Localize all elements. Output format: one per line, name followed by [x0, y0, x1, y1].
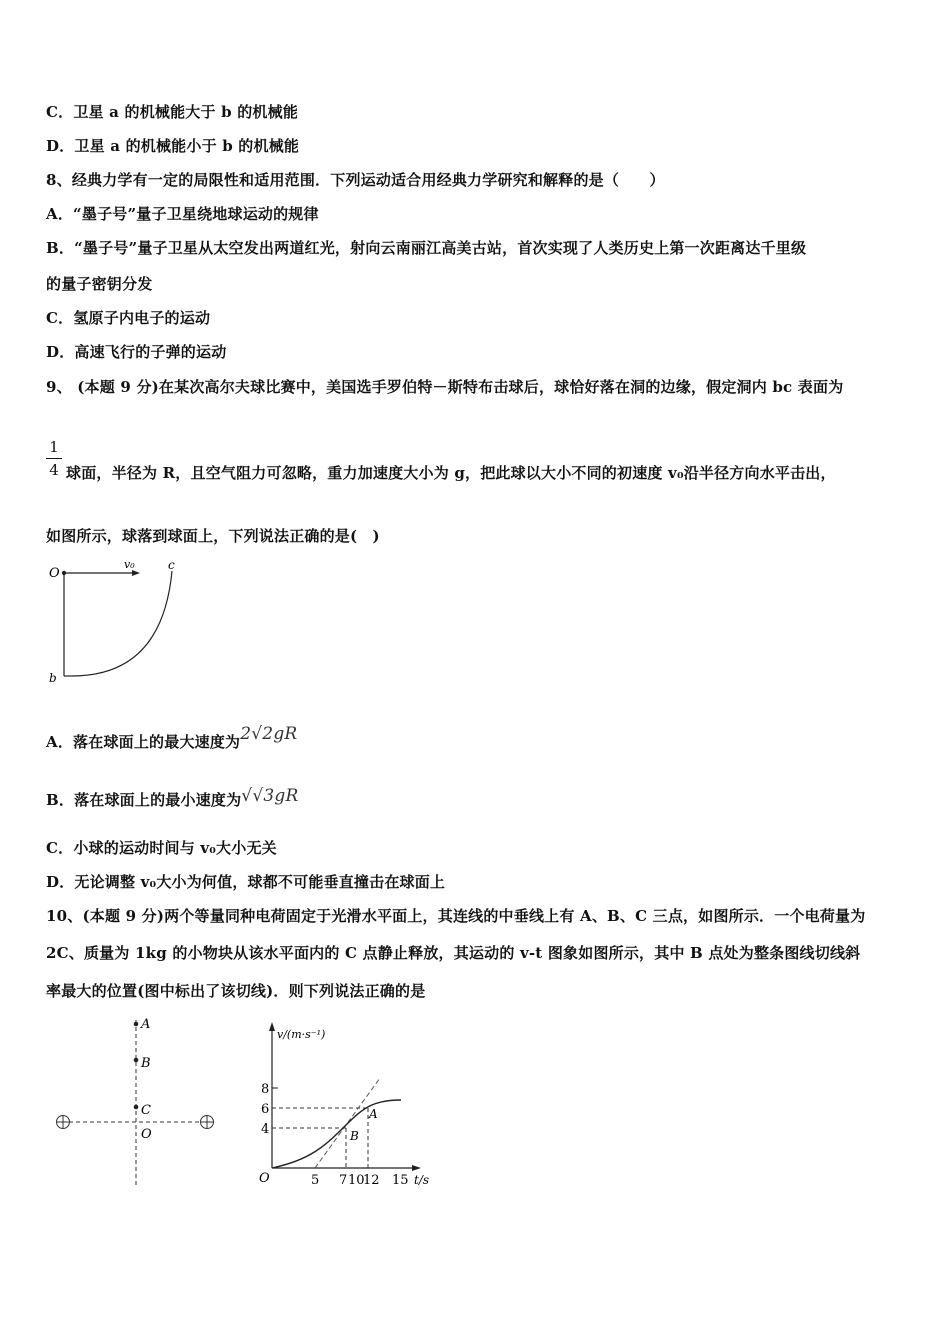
vt-point-b: B — [350, 1129, 359, 1143]
charge-label-o: O — [141, 1127, 152, 1142]
q7-option-d: D．卫星 a 的机械能小于 b 的机械能 — [46, 137, 300, 155]
vt-ylabel: v/(m·s⁻¹) — [277, 1028, 326, 1041]
vt-ytick-8: 8 — [261, 1082, 270, 1097]
positive-charge-right-icon — [201, 1116, 214, 1129]
charge-label-c: C — [141, 1103, 151, 1118]
q9-option-a — [46, 724, 298, 752]
q9-option-a-text: A．落在球面上的最大速度为 — [46, 733, 241, 751]
q10-stem-line1: 10、(本题 9 分)两个等量同种电荷固定于光滑水平面上，其连线的中垂线上有 A、B、C 三点，如图所示．一个电荷量为 — [46, 907, 866, 925]
vt-point-a: A — [369, 1107, 378, 1121]
q8-option-b-line2: 的量子密钥分发 — [46, 275, 153, 293]
q8-option-c: C．氢原子内电子的运动 — [46, 309, 211, 327]
vt-graph — [255, 1018, 440, 1193]
vt-ytick-4: 4 — [261, 1122, 270, 1137]
charge-label-a: A — [141, 1017, 151, 1032]
vt-xtick-15: 15 — [392, 1173, 409, 1188]
q9-option-b — [46, 786, 299, 810]
vt-xtick-10: 10 — [348, 1173, 365, 1188]
q9-stem-line3: 如图所示，球落到球面上，下列说法正确的是( ) — [46, 527, 380, 545]
q9-option-a-formula: 2√2gR — [240, 724, 298, 744]
vt-xtick-12: 12 — [363, 1173, 380, 1188]
charges-figure — [50, 1012, 225, 1192]
q9-fraction-numerator: 1 — [49, 438, 59, 456]
q9-fraction — [46, 438, 62, 479]
q10-stem-line2: 2C、质量为 1kg 的小物块从该水平面内的 C 点静止释放，其运动的 v-t 图象如图所示，其中 B 点处为整条图线切线斜 — [46, 944, 861, 962]
q8-option-d: D．高速飞行的子弹的运动 — [46, 343, 227, 361]
vt-xtick-7: 7 — [339, 1173, 348, 1188]
q9-option-d: D．无论调整 v₀大小为何值，球都不可能垂直撞击在球面上 — [46, 873, 446, 891]
q8-stem: 8、经典力学有一定的局限性和适用范围．下列运动适合用经典力学研究和解释的是（ ） — [46, 171, 665, 189]
q9-option-b-text: B．落在球面上的最小速度为 — [46, 791, 242, 809]
golf-label-b: b — [49, 671, 57, 685]
vt-xtick-5: 5 — [311, 1173, 320, 1188]
positive-charge-left-icon — [57, 1116, 70, 1129]
q7-option-c: C．卫星 a 的机械能大于 b 的机械能 — [46, 103, 299, 121]
golf-label-v0: v₀ — [124, 558, 135, 571]
q9-fraction-denominator: 4 — [49, 461, 59, 479]
vt-ytick-6: 6 — [261, 1102, 270, 1117]
q8-option-a: A．“墨子号”量子卫星绕地球运动的规律 — [46, 205, 319, 223]
q10-stem-line3: 率最大的位置(图中标出了该切线)．则下列说法正确的是 — [46, 982, 426, 1000]
golf-hole-figure — [44, 556, 194, 686]
q9-stem-line1: 9、 (本题 9 分)在某次高尔夫球比赛中，美国选手罗伯特－斯特布击球后，球恰好落在洞的边缘，假定洞内 bc 表面为 — [46, 378, 844, 396]
q9-option-b-formula: √√3gR — [241, 786, 299, 806]
vt-xlabel: t/s — [414, 1173, 430, 1187]
q8-option-b-line1: B．“墨子号”量子卫星从太空发出两道红光，射向云南丽江高美古站，首次实现了人类历史上第一次距离达千里级 — [46, 239, 807, 257]
q9-option-c: C．小球的运动时间与 v₀大小无关 — [46, 839, 277, 857]
vt-origin: O — [259, 1171, 270, 1186]
charge-label-b: B — [141, 1056, 151, 1071]
golf-label-c: c — [168, 558, 175, 572]
q9-stem-line2: 球面，半径为 R，且空气阻力可忽略，重力加速度大小为 g，把此球以大小不同的初速度 v₀沿半径方向水平击出， — [66, 464, 836, 482]
golf-label-o: O — [49, 566, 60, 581]
